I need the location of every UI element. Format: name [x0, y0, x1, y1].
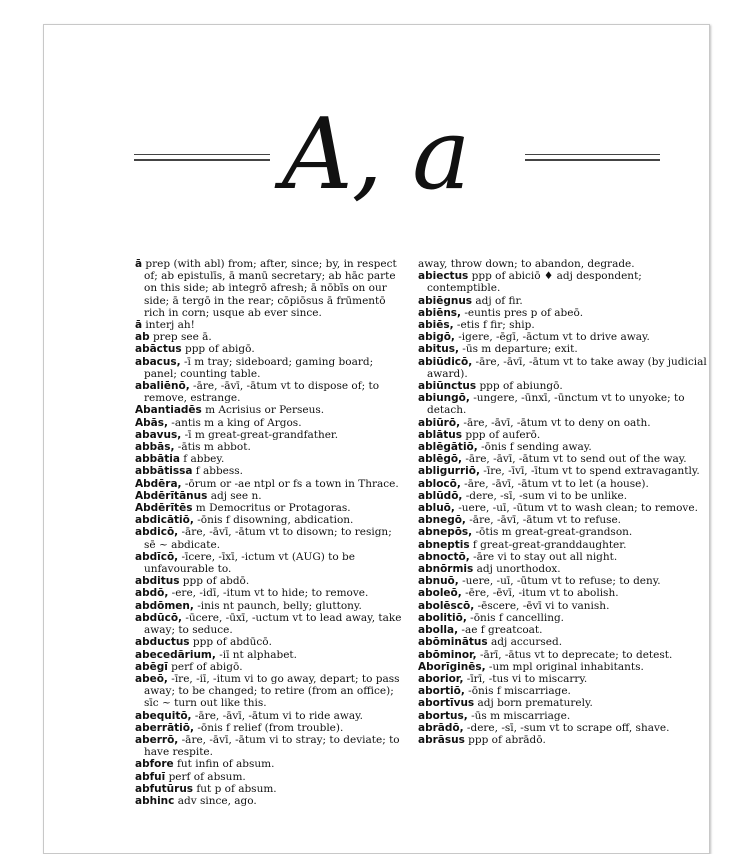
dictionary-entry: abnoctō, -āre vi to stay out all night. [418, 550, 618, 563]
dictionary-entry: abbātissa f abbess. [135, 465, 244, 478]
dictionary-entry: ā prep (with abl) from; after, since; by, in respect of; ab epistulīs, ā manū secretary; ab hāc parte on this side; ab integrō afresh; ā nōbīs on our side; ā tergō in the rear; cōpiōsus ā frūmentō rich in corn; usque ab ever since. [135, 258, 397, 319]
dictionary-entry: abnuō, -uere, -uī, -ūtum vt to refuse; to deny. [418, 575, 661, 588]
dictionary-entry: ablocō, -āre, -āvī, -ātum vt to let (a house). [418, 477, 649, 490]
dictionary-entry: abēgī perf of abigō. [135, 660, 243, 673]
dictionary-entry: ablūdō, -dere, -sī, -sum vi to be unlike. [418, 489, 628, 502]
dictionary-entry: abōminor, -ārī, -ātus vt to deprecate; to detest. [418, 648, 673, 661]
dictionary-entry: abaliēnō, -āre, -āvī, -ātum vt to dispose of; to remove, estrange. [135, 380, 380, 405]
entries-column-right [418, 258, 708, 746]
dictionary-entry: abolitiō, -ōnis f cancelling. [418, 611, 565, 624]
dictionary-entry: abdō, -ere, -idī, -itum vt to hide; to remove. [135, 587, 369, 600]
dictionary-entry: aberrō, -āre, -āvī, -ātum vi to stray; to deviate; to have respite. [135, 733, 400, 759]
dictionary-entry: abolla, -ae f greatcoat. [418, 624, 543, 637]
entry-headword: abhinc [135, 794, 175, 807]
dictionary-entry: abrādō, -dere, -sī, -sum vt to scrape off, shave. [418, 721, 670, 734]
entry-headword: aberrātiō, [135, 721, 194, 734]
dictionary-entry: abdōmen, -inis nt paunch, belly; gluttony. [135, 599, 362, 612]
entry-headword: abligurriō, [418, 465, 480, 478]
dictionary-entry: ablēgō, -āre, -āvī, -ātum vt to send out of the way. [418, 453, 687, 466]
dictionary-entry: Abās, -antis m a king of Argos. [135, 416, 302, 429]
dictionary-entry: abiungō, -ungere, -ūnxī, -ūnctum vt to unyoke; to detach. [418, 392, 685, 417]
dictionary-entry: aberrātiō, -ōnis f relief (from trouble). [135, 721, 344, 734]
entry-headword: abdō, [135, 587, 169, 600]
heading-rule-left [134, 154, 270, 161]
dictionary-entry: abnōrmis adj unorthodox. [418, 563, 561, 576]
entry-headword: aberrō, [135, 733, 179, 746]
entry-headword: abavus, [135, 428, 182, 441]
heading-rule-right [525, 154, 660, 161]
dictionary-entry: abligurriō, -īre, -īvī, -ītum vt to spend extravagantly. [418, 465, 700, 478]
dictionary-entry: aboleō, -ēre, -ēvī, -itum vt to abolish. [418, 587, 619, 600]
entry-headword: abluō, [418, 502, 455, 515]
entry-headword: abāctus [135, 343, 182, 356]
dictionary-entry: abnepōs, -ōtis m great-great-grandson. [418, 526, 633, 539]
entry-headword: abiūrō, [418, 416, 461, 429]
entry-headword: abdicātiō, [135, 514, 194, 527]
dictionary-entry: ā interj ah! [135, 319, 195, 332]
entry-headword: abitus, [418, 343, 459, 356]
dictionary-entry: ablēgātiō, -ōnis f sending away. [418, 441, 592, 454]
entry-headword: abēgī [135, 660, 168, 673]
entry-headword: abōminor, [418, 648, 477, 661]
entry-headword: ā [135, 258, 143, 270]
entry-headword: abductus [135, 636, 190, 649]
entry-headword: abecedārium, [135, 648, 216, 661]
dictionary-entry: abhinc adv since, ago. [135, 794, 257, 807]
entry-headword: abōminātus [418, 636, 488, 649]
entry-headword: ab [135, 331, 150, 344]
entry-headword: abiūdicō, [418, 355, 473, 368]
section-letter-heading: A, a [282, 98, 470, 212]
dictionary-entry: abditus ppp of abdō. [135, 575, 250, 588]
entry-headword: abiungō, [418, 392, 470, 405]
dictionary-entry: abrāsus ppp of abrādō. [418, 733, 546, 746]
dictionary-entry: abiūrō, -āre, -āvī, -ātum vt to deny on oath. [418, 416, 651, 429]
entry-headword: abequitō, [135, 709, 192, 722]
entries-column-left [135, 258, 403, 807]
entry-headword: abdōmen, [135, 599, 194, 612]
entry-headword: abbātia [135, 453, 180, 466]
dictionary-entry: abāctus ppp of abigō. [135, 343, 255, 356]
dictionary-entry: abiēs, -etis f fir; ship. [418, 319, 535, 332]
entry-headword: abiēgnus [418, 294, 473, 307]
dictionary-entry: abolēscō, -ēscere, -ēvī vi to vanish. [418, 599, 610, 612]
entry-headword: abditus [135, 575, 180, 588]
entry-headword: abiectus [418, 270, 469, 283]
dictionary-entry: abiūdicō, -āre, -āvī, -ātum vt to take away (by judicial award). [418, 355, 707, 380]
dictionary-entry: ablātus ppp of auferō. [418, 428, 541, 441]
dictionary-entry: abneptis f great-great-granddaughter. [418, 538, 627, 551]
dictionary-entry: abecedārium, -iī nt alphabet. [135, 648, 297, 661]
entry-headword: Abās, [135, 416, 168, 429]
entry-headword: abaliēnō, [135, 380, 190, 393]
entry-headword: Abantiadēs [135, 404, 202, 417]
dictionary-entry: abiēns, -euntis pres p of abeō. [418, 306, 584, 319]
dictionary-entry: abbās, -ātis m abbot. [135, 441, 251, 454]
entry-headword: abortīvus [418, 697, 475, 710]
entry-headword: abdūcō, [135, 611, 183, 624]
dictionary-entry: abiectus ppp of abiciō ♦ adj despondent; contemptible. [418, 270, 642, 295]
dictionary-entry: Abdērītēs m Democritus or Protagoras. [135, 502, 351, 515]
dictionary-entry: abnegō, -āre, -āvī, -ātum vt to refuse. [418, 514, 622, 527]
dictionary-entry: abacus, -ī m tray; sideboard; gaming board; panel; counting table. [135, 355, 374, 380]
dictionary-entry: abōminātus adj accursed. [418, 636, 563, 649]
dictionary-entry: abortīvus adj born prematurely. [418, 697, 593, 710]
entry-headword: abfuī [135, 770, 166, 783]
entry-headword: abiūnctus [418, 380, 477, 393]
dictionary-entry: abdūcō, -ūcere, -ūxī, -uctum vt to lead away, take away; to seduce. [135, 611, 402, 637]
entry-headword: abortiō, [418, 685, 465, 698]
entry-headword: Abdēra, [135, 477, 182, 490]
entry-headword: aborior, [418, 672, 464, 685]
entry-headword: abiēs, [418, 319, 454, 332]
entry-headword: abnoctō, [418, 550, 470, 563]
dictionary-entry: away, throw down; to abandon, degrade. [418, 258, 635, 270]
entry-headword: aboleō, [418, 587, 462, 600]
dictionary-entry: Aborīginēs, -um mpl original inhabitants. [418, 660, 644, 673]
dictionary-entry: abavus, -ī m great-great-grandfather. [135, 428, 339, 441]
entry-headword: abigō, [418, 331, 455, 344]
dictionary-entry: abluō, -uere, -uī, -ūtum vt to wash clean; to remove. [418, 502, 698, 515]
dictionary-entry: abfore fut infin of absum. [135, 758, 275, 771]
entry-headword: abolla, [418, 624, 459, 637]
entry-headword: abfutūrus [135, 782, 194, 795]
dictionary-entry: ab prep see ā. [135, 331, 212, 344]
entry-headword: ablēgō, [418, 453, 463, 466]
entry-headword: abiēns, [418, 306, 462, 319]
entry-headword: abnepōs, [418, 526, 473, 539]
dictionary-entry: abbātia f abbey. [135, 453, 225, 466]
entry-headword: abbātissa [135, 465, 193, 478]
entry-headword: abolitiō, [418, 611, 467, 624]
entry-headword: ā [135, 319, 143, 332]
dictionary-entry: abfutūrus fut p of absum. [135, 782, 277, 795]
entry-headword: abeō, [135, 672, 168, 685]
entry-headword: abnōrmis [418, 563, 474, 576]
entry-headword: abnegō, [418, 514, 466, 527]
entry-headword: abfore [135, 758, 174, 771]
dictionary-entry: abortus, -ūs m miscarriage. [418, 709, 571, 722]
entry-headword: ablēgātiō, [418, 441, 478, 454]
dictionary-entry: abiūnctus ppp of abiungō. [418, 380, 563, 393]
entry-headword: Abdērītēs [135, 502, 193, 515]
dictionary-entry: abdīcō, -īcere, -īxī, -ictum vt (AUG) to be unfavourable to. [135, 550, 355, 576]
entry-headword: abrādō, [418, 721, 464, 734]
entry-headword: abneptis [418, 538, 470, 551]
dictionary-entry: abequitō, -āre, -āvī, -ātum vi to ride away. [135, 709, 363, 722]
dictionary-entry: abeō, -īre, -iī, -itum vi to go away, depart; to pass away; to be changed; to retire (from an office); sīc ~ turn out like this. [135, 672, 400, 710]
dictionary-entry: abiēgnus adj of fir. [418, 294, 523, 307]
entry-headword: abdīcō, [135, 550, 179, 563]
dictionary-entry: abigō, -igere, -ēgī, -āctum vt to drive away. [418, 331, 650, 344]
dictionary-entry: abitus, -ūs m departure; exit. [418, 343, 578, 356]
entry-headword: abacus, [135, 355, 181, 368]
entry-headword: ablūdō, [418, 489, 463, 502]
dictionary-entry: abdicō, -āre, -āvī, -ātum vt to disown; to resign; sē ~ abdicate. [135, 526, 392, 551]
entry-headword: abrāsus [418, 733, 465, 746]
dictionary-entry: Abdērītānus adj see n. [135, 489, 262, 502]
dictionary-entry: aborior, -īrī, -tus vi to miscarry. [418, 672, 588, 685]
dictionary-entry: abductus ppp of abdūcō. [135, 636, 272, 649]
entry-headword: ablātus [418, 428, 463, 441]
dictionary-entry: Abantiadēs m Acrisius or Perseus. [135, 404, 325, 417]
entry-headword: Abdērītānus [135, 489, 208, 502]
entry-headword: abbās, [135, 441, 175, 454]
entry-headword: abnuō, [418, 575, 459, 588]
entry-headword: abortus, [418, 709, 468, 722]
dictionary-entry: abdicātiō, -ōnis f disowning, abdication. [135, 514, 354, 527]
entry-headword: ablocō, [418, 477, 461, 490]
dictionary-entry: abortiō, -ōnis f miscarriage. [418, 685, 571, 698]
entry-headword: abdicō, [135, 526, 179, 539]
dictionary-entry: abfuī perf of absum. [135, 770, 246, 783]
entry-headword: abolēscō, [418, 599, 475, 612]
entry-headword: Aborīginēs, [418, 660, 486, 673]
dictionary-entry: Abdēra, -ōrum or -ae ntpl or fs a town in Thrace. [135, 477, 399, 490]
